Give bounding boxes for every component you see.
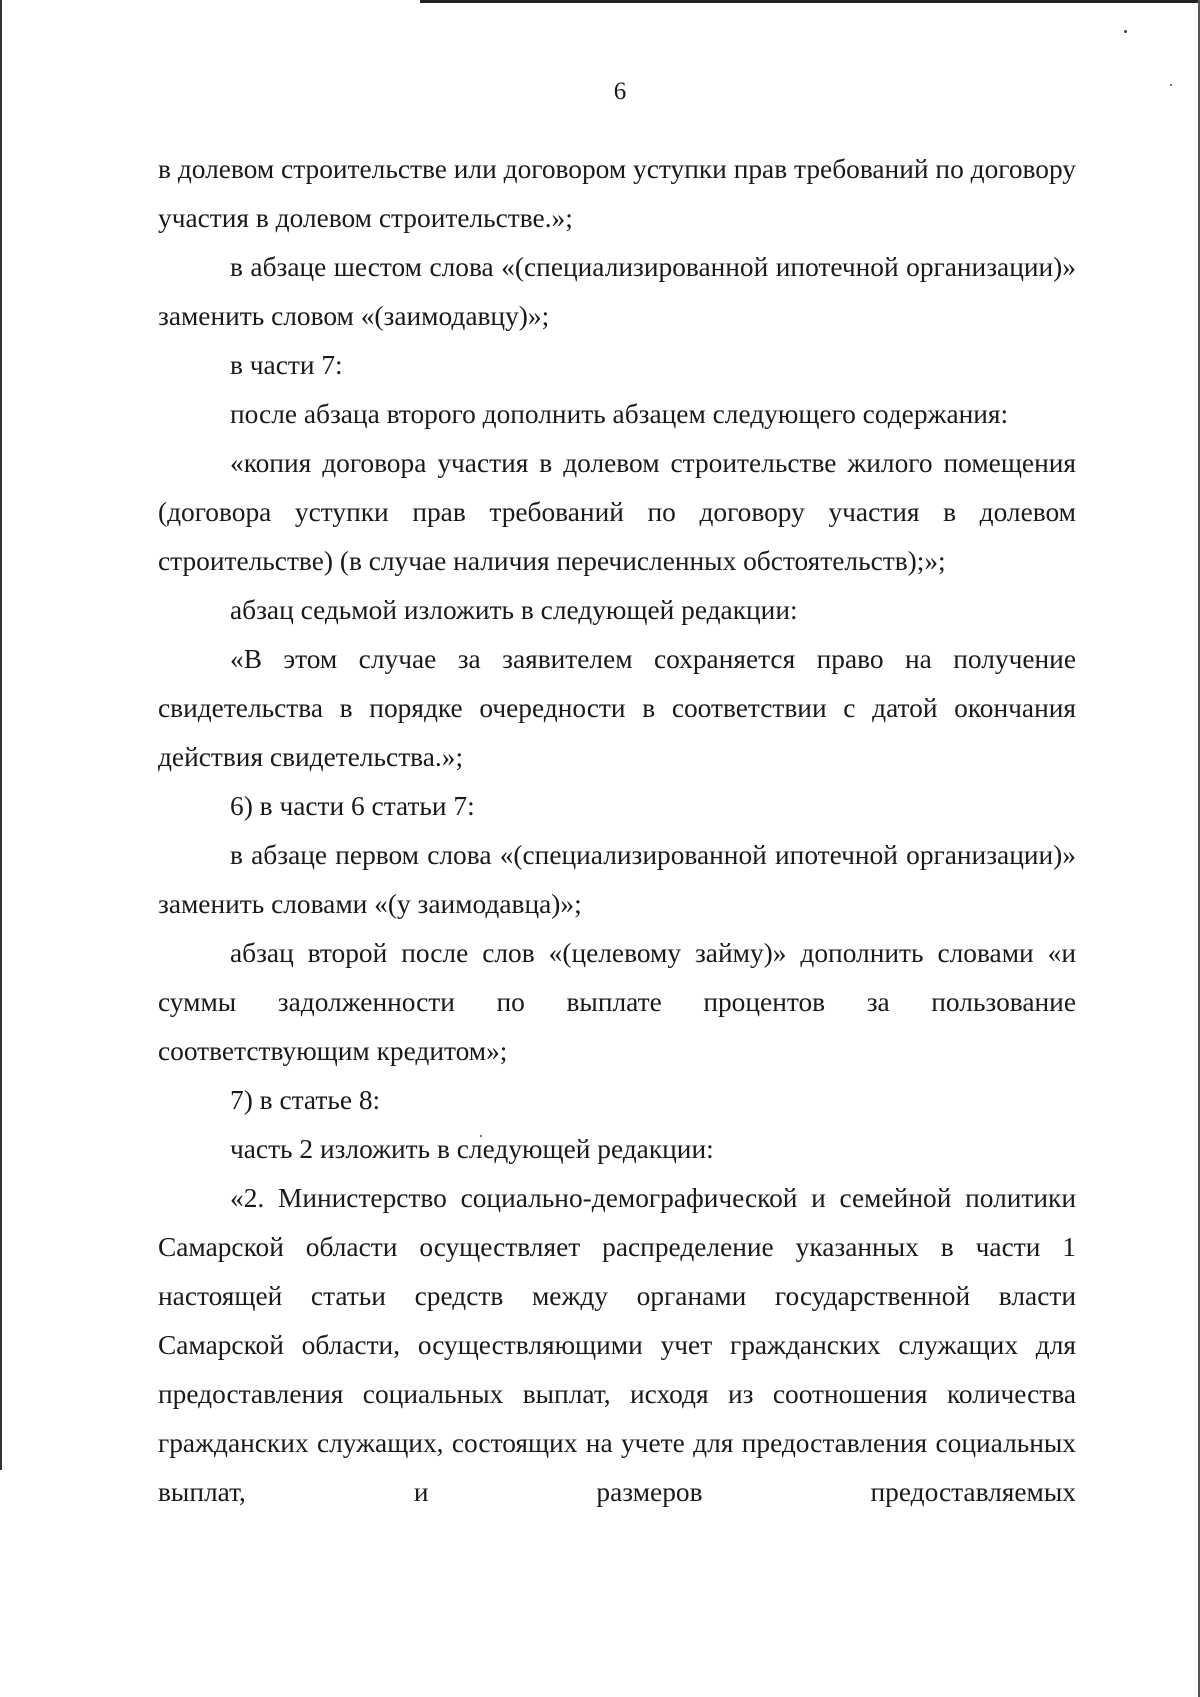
paragraph: «2. Министерство социально-демографической и семейной политики Самарской области осуществляет распределение указанных в части 1 настоящей статьи средств между органами государственной власти Самарской области, осуществляющими учет гражданских служащих для предоставления социальных выплат, исходя из соотношения количества гражданских служащих, состоящих на учете для предоставления социальных выплат, и размеров предоставляемых (158, 1183, 1076, 1507)
paragraph: «В этом случае за заявителем сохраняется право на получение свидетельства в порядке очередности в соответствии с датой окончания действия свидетельства.»; (158, 644, 1076, 772)
page-number: 6 (613, 78, 627, 105)
paragraph: в абзаце первом слова «(специализированной ипотечной организации)» заменить словами «(у заимодавца)»; (158, 840, 1076, 919)
paragraph: после абзаца второго дополнить абзацем следующего содержания: (230, 399, 1009, 429)
paragraph: 7) в статье 8: (230, 1085, 381, 1115)
paragraph: «копия договора участия в долевом строительстве жилого помещения (договора уступки прав требований по договору участия в долевом строительстве) (в случае наличия перечисленных обстоятельств);»; (158, 448, 1076, 576)
paragraph: в долевом строительстве или договором уступки прав требований по договору участия в долевом строительстве.»; (158, 154, 1076, 233)
paragraph: абзац второй после слов «(целевому займу)» дополнить словами «и суммы задолженности по выплате процентов за пользование соответствующим кредитом»; (158, 938, 1076, 1066)
document-body (158, 145, 1076, 1517)
paragraph: часть 2 изложить в следующей редакции: (230, 1134, 714, 1164)
paragraph: в части 7: (230, 350, 343, 380)
scan-edge-left (0, 0, 2, 1470)
paragraph: абзац седьмой изложить в следующей редакции: (230, 595, 798, 625)
paragraph: 6) в части 6 статьи 7: (230, 791, 475, 821)
scan-speck (1124, 30, 1127, 33)
paragraph: в абзаце шестом слова «(специализированной ипотечной организации)» заменить словом «(заимодавцу)»; (158, 252, 1076, 331)
scan-edge-top (420, 0, 1200, 3)
